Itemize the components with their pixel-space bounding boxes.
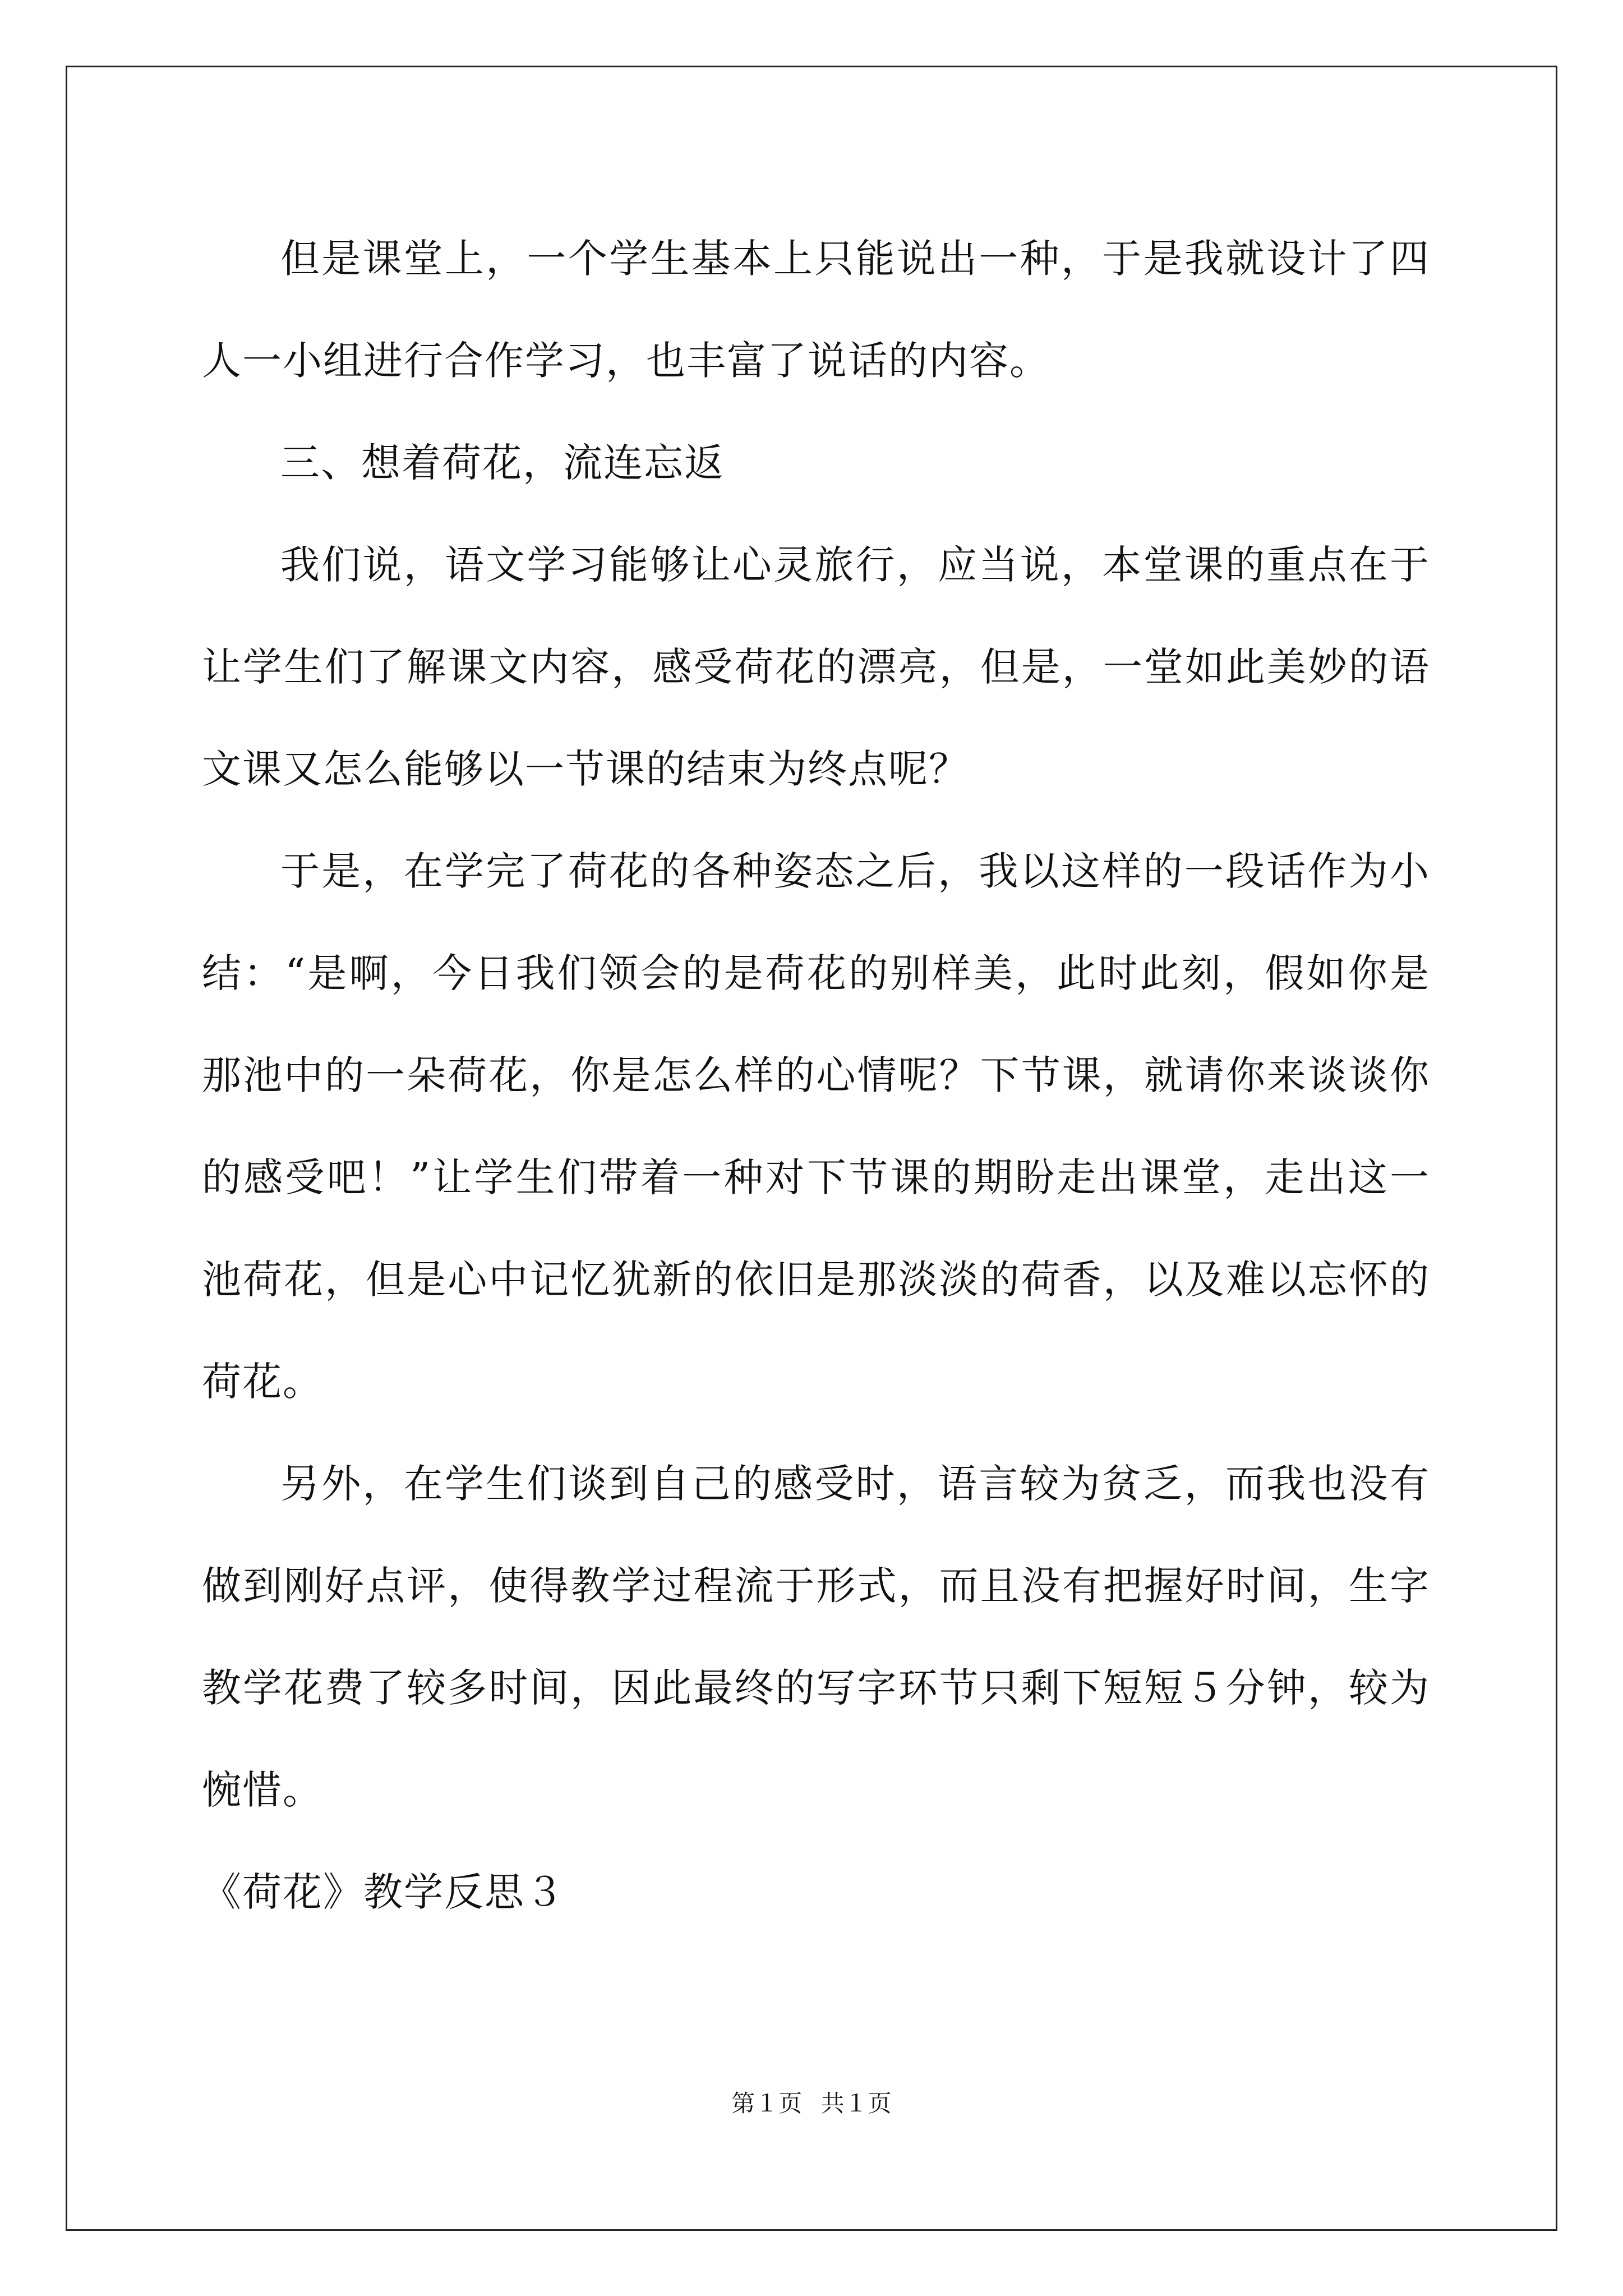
paragraph-4: 另外，在学生们谈到自己的感受时，语言较为贫乏，而我也没有做到刚好点评，使得教学过程流于形式，而且没有把握好时间，生字教学花费了较多时间，因此最终的写字环节只剩下短短５分钟，较为惋惜。	[202, 1461, 1430, 1813]
page-number: 第１页	[731, 2090, 803, 2117]
paragraph-1: 但是课堂上，一个学生基本上只能说出一种，于是我就设计了四人一小组进行合作学习，也丰富了说话的内容。	[202, 236, 1430, 384]
document-body	[202, 208, 1430, 1943]
paragraph-2: 我们说，语文学习能够让心灵旅行，应当说，本堂课的重点在于让学生们了解课文内容，感受荷花的漂亮，但是，一堂如此美妙的语文课又怎么能够以一节课的结束为终点呢？	[202, 542, 1430, 792]
document-title: 《荷花》教学反思３	[202, 1869, 565, 1915]
section-heading: 三、想着荷花，流连忘返	[280, 440, 725, 486]
page-footer	[0, 2087, 1623, 2120]
paragraph-3: 于是，在学完了荷花的各种姿态之后，我以这样的一段话作为小结：“是啊，今日我们领会的是荷花的别样美，此时此刻，假如你是那池中的一朵荷花，你是怎么样的心情呢？下节课，就请你来谈谈你的感受吧！”让学生们带着一种对下节课的期盼走出课堂，走出这一池荷花，但是心中记忆犹新的依旧是那淡淡的荷香，以及难以忘怀的荷花。	[202, 848, 1430, 1405]
page-total: 共１页	[820, 2090, 892, 2117]
